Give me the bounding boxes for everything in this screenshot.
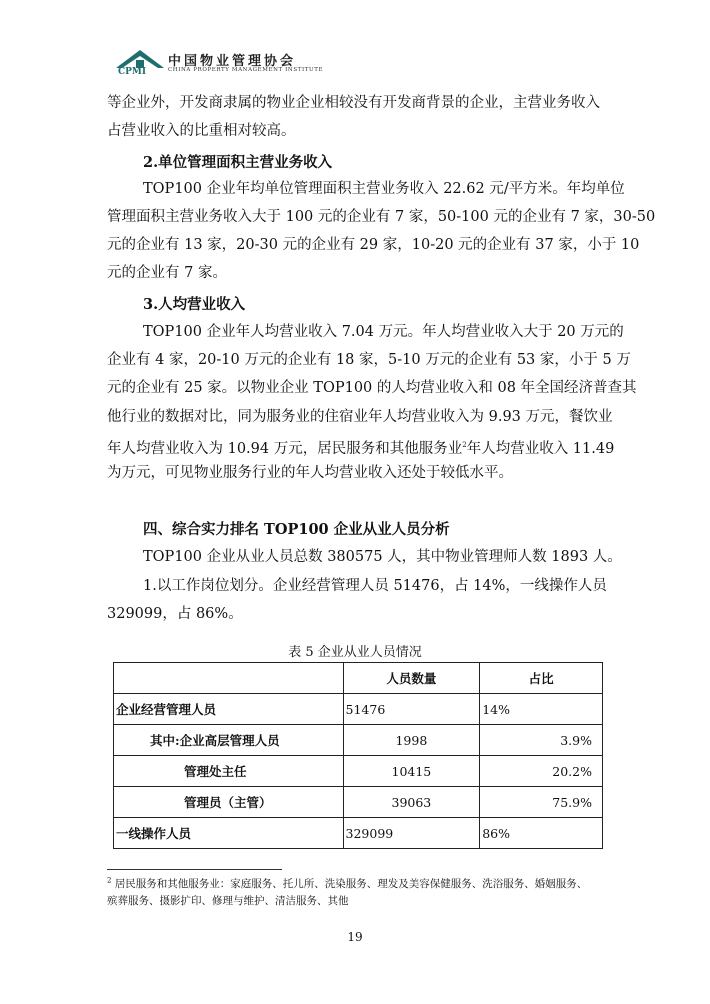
footnote-line: $^2$ 居民服务和其他服务业：家庭服务、托儿所、洗染服务、理发及美容保健服务、洗浴服务、婚姻服务、 xyxy=(107,876,588,890)
footnote-mark: 2 xyxy=(107,876,112,885)
table-cell-label: 一线操作人员 xyxy=(114,818,344,849)
table-cell-count: 10415 xyxy=(343,756,480,787)
table-row xyxy=(114,694,603,725)
paragraph-line: 1.以工作岗位划分。企业经营管理人员 51476，占 14%，一线操作人员 xyxy=(143,578,607,594)
table-cell-label: 管理员（主管） xyxy=(114,787,344,818)
table-header-cell xyxy=(114,663,344,694)
subheading: 2.单位管理面积主营业务收入 xyxy=(143,154,333,171)
table-caption: 表 5 企业从业人员情况 xyxy=(288,645,422,660)
paragraph-line: 元的企业有 13 家，20-30 元的企业有 29 家，10-20 元的企业有 37 家，小于 10 xyxy=(107,237,640,253)
table-cell-count: 1998 xyxy=(343,725,480,756)
table-row xyxy=(114,725,603,756)
table-header-cell: 人员数量 xyxy=(343,663,480,694)
paragraph-line: 元的企业有 25 家。以物业企业 TOP100 的人均营业收入和 08 年全国经济普查其 xyxy=(107,380,637,396)
footnote-divider xyxy=(107,869,282,870)
table-header-cell: 占比 xyxy=(480,663,603,694)
table-cell-share: 3.9% xyxy=(480,725,603,756)
paragraph-line: 年人均营业收入为 10.94 万元，居民服务和其他服务业$^2$年人均营业收入 11.49 xyxy=(107,440,615,457)
paragraph-line: 管理面积主营业务收入大于 100 元的企业有 7 家，50-100 元的企业有 7 家，30-50 xyxy=(107,209,656,225)
paragraph-line: 元的企业有 7 家。 xyxy=(107,265,227,281)
footnote-ref: 2 xyxy=(462,441,467,449)
section-heading: 四、综合实力排名 TOP100 企业从业人员分析 xyxy=(143,521,450,538)
paragraph-line: TOP100 企业年均单位管理面积主营业务收入 22.62 元/平方米。年均单位 xyxy=(143,181,625,197)
table-cell-count: 39063 xyxy=(343,787,480,818)
table-row xyxy=(114,756,603,787)
table-cell-label: 企业经营管理人员 xyxy=(114,694,344,725)
table-cell-count: 329099 xyxy=(343,818,480,849)
table-row xyxy=(114,818,603,849)
table-cell-label: 其中:企业高层管理人员 xyxy=(114,725,344,756)
paragraph-line: 企业有 4 家，20-10 万元的企业有 18 家，5-10 万元的企业有 53 家，小于 5 万 xyxy=(107,352,631,368)
table-cell-share: 20.2% xyxy=(480,756,603,787)
org-name-en: CHINA PROPERTY MANAGEMENT INSTITUTE xyxy=(168,67,324,73)
logo-abbr: CPMI xyxy=(118,67,147,77)
table-cell-share: 75.9% xyxy=(480,787,603,818)
paragraph-line: TOP100 企业年人均营业收入 7.04 万元。年人均营业收入大于 20 万元的 xyxy=(143,324,624,340)
table-cell-label: 管理处主任 xyxy=(114,756,344,787)
table-cell-share: 86% xyxy=(480,818,603,849)
table-cell-count: 51476 xyxy=(343,694,480,725)
paragraph-line: 329099，占 86%。 xyxy=(107,606,243,622)
table-header-row xyxy=(114,663,603,694)
paragraph-line: 占营业收入的比重相对较高。 xyxy=(107,123,296,139)
subheading: 3.人均营业收入 xyxy=(143,296,246,313)
paragraph-line: 他行业的数据对比，同为服务业的住宿业年人均营业收入为 9.93 万元，餐饮业 xyxy=(107,409,613,425)
table-cell-share: 14% xyxy=(480,694,603,725)
footnote-line: 殡葬服务、摄影扩印、修理与维护、清洁服务、其他 xyxy=(107,895,349,907)
table-row xyxy=(114,787,603,818)
org-name-cn: 中国物业管理协会 xyxy=(168,54,297,69)
paragraph-line: TOP100 企业从业人员总数 380575 人，其中物业管理师人数 1893 人。 xyxy=(143,549,622,565)
staff-table xyxy=(113,662,603,849)
paragraph-line: 等企业外，开发商隶属的物业企业相较没有开发商背景的企业，主营业务收入 xyxy=(107,95,600,111)
page-number: 19 xyxy=(347,930,363,944)
paragraph-line: 为万元，可见物业服务行业的年人均营业收入还处于较低水平。 xyxy=(107,465,513,481)
